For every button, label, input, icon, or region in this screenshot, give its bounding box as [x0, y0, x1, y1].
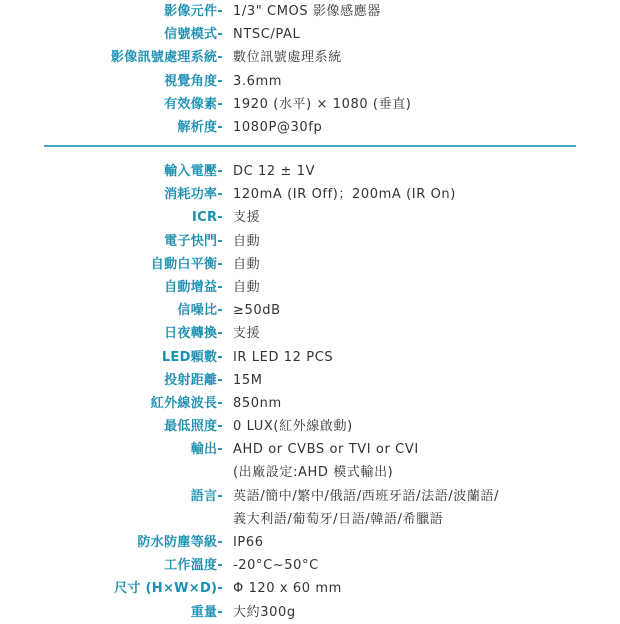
spec-row-ir-wavelength [0, 392, 620, 415]
spec-row-electronic-shutter [0, 230, 620, 253]
spec-value: ≥50dB [233, 303, 281, 319]
spec-label: 自動白平衡- [150, 256, 223, 272]
spec-value: 15M [233, 372, 263, 388]
spec-value: 大約300g [233, 604, 296, 620]
spec-value-line: 英語/簡中/繁中/俄語/西班牙語/法語/波蘭語/ [233, 488, 500, 504]
spec-row-power-consumption [0, 183, 620, 206]
spec-value: Φ 120 x 60 mm [233, 581, 342, 597]
spec-value: NTSC/PAL [233, 27, 301, 43]
spec-value: 3.6mm [233, 73, 283, 89]
spec-group-electrical [0, 160, 620, 624]
spec-group-image [0, 0, 620, 139]
spec-value: 120mA (IR Off)；200mA (IR On) [233, 187, 456, 203]
spec-label: 影像訊號處理系統- [110, 50, 223, 66]
spec-row-signal-processing [0, 46, 620, 69]
spec-label: 視覺角度- [164, 73, 223, 89]
spec-value: 850nm [233, 395, 282, 411]
spec-value: DC 12 ± 1V [233, 164, 316, 179]
spec-value: 1920 (水平) × 1080 (垂直) [233, 96, 412, 112]
spec-row-signal-mode [0, 23, 620, 46]
spec-value: -20°C~50°C [233, 558, 319, 574]
spec-label: 自動增益- [164, 279, 223, 295]
spec-label: 尺寸 (H×W×D)- [114, 581, 223, 597]
spec-row-image-sensor [0, 0, 620, 23]
spec-label: 信噪比- [177, 303, 223, 319]
spec-value: 0 LUX(紅外線啟動) [233, 419, 353, 435]
spec-value: 1080P@30fp [233, 119, 323, 135]
spec-row-white-balance [0, 253, 620, 276]
spec-row-icr [0, 206, 620, 229]
spec-label: 最低照度- [164, 419, 223, 435]
spec-row-input-voltage [0, 160, 620, 183]
spec-row-min-illumination [0, 415, 620, 438]
spec-value-line: (出廠設定:AHD 模式輸出) [233, 465, 394, 481]
spec-row-effective-pixels [0, 93, 620, 116]
spec-value: 自動 [233, 233, 261, 249]
spec-label: 投射距離- [164, 372, 223, 388]
spec-value: IP66 [233, 535, 264, 551]
section-divider [44, 145, 576, 147]
spec-label: 防水防塵等級- [137, 535, 223, 551]
spec-label: 日夜轉換- [164, 326, 223, 342]
spec-value-line: AHD or CVBS or TVI or CVI [233, 442, 419, 458]
spec-label: 工作溫度- [164, 558, 223, 574]
spec-row-auto-gain [0, 276, 620, 299]
spec-value: 數位訊號處理系統 [233, 50, 342, 66]
spec-value: 1/3" CMOS 影像感應器 [233, 4, 381, 19]
spec-label: 輸出- [190, 442, 223, 458]
spec-row-day-night [0, 322, 620, 345]
spec-label: 重量- [190, 604, 223, 620]
spec-label: 電子快門- [164, 233, 223, 249]
spec-value-line: 義大利語/葡萄牙/日語/韓語/希臘語 [233, 511, 444, 527]
spec-label: 語言- [190, 488, 223, 504]
spec-row-ip-rating [0, 531, 620, 554]
spec-row-weight [0, 601, 620, 624]
spec-value: 支援 [233, 326, 261, 342]
spec-label: 紅外線波長- [150, 395, 223, 411]
spec-label: 影像元件- [164, 4, 223, 19]
spec-value [233, 485, 499, 531]
spec-label: 輸入電壓- [164, 164, 223, 179]
spec-label: ICR- [192, 210, 223, 226]
spec-label: 解析度- [177, 119, 223, 135]
spec-row-output [0, 438, 620, 484]
spec-row-operating-temp [0, 554, 620, 577]
spec-value: 自動 [233, 256, 261, 272]
spec-row-view-angle [0, 70, 620, 93]
spec-label: 信號模式- [164, 27, 223, 43]
spec-row-dimensions [0, 577, 620, 600]
spec-value: 支援 [233, 210, 261, 226]
spec-row-snr [0, 299, 620, 322]
spec-label: LED顆數- [161, 349, 223, 365]
spec-label: 有效像素- [164, 96, 223, 112]
spec-value [233, 438, 419, 484]
spec-row-language [0, 485, 620, 531]
spec-label: 消耗功率- [164, 187, 223, 203]
spec-row-led-count [0, 346, 620, 369]
spec-row-projection-distance [0, 369, 620, 392]
spec-value: 自動 [233, 279, 261, 295]
spec-value: IR LED 12 PCS [233, 349, 334, 365]
spec-row-resolution [0, 116, 620, 139]
